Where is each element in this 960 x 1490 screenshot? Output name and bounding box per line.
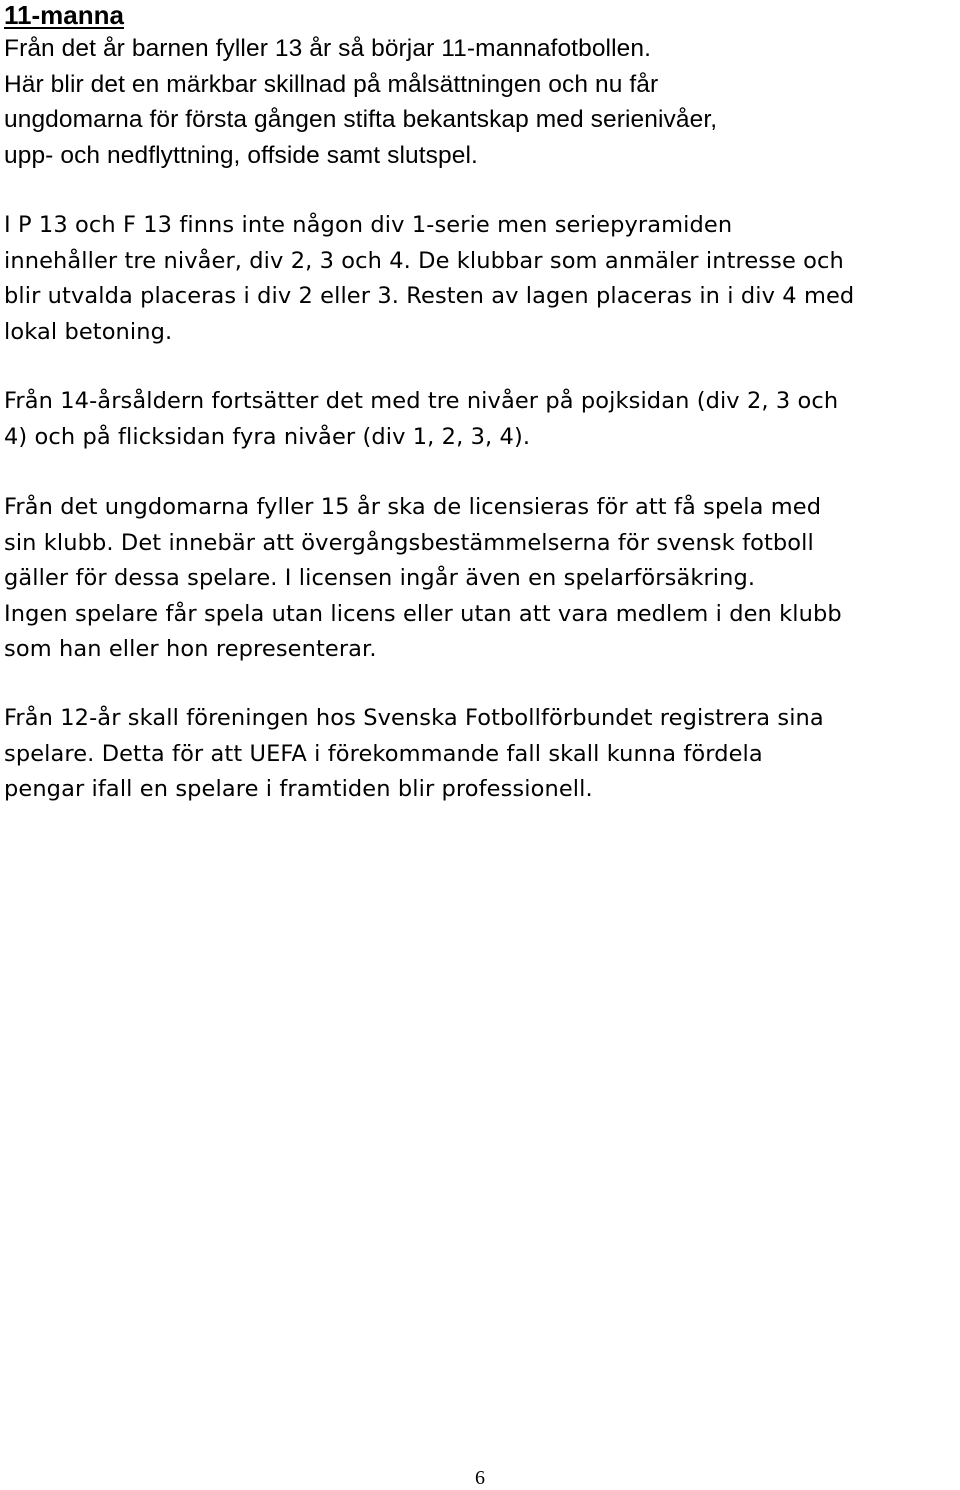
paragraph-age-14 [4, 384, 956, 455]
paragraph-intro [4, 31, 956, 173]
paragraph-series-levels [4, 208, 956, 350]
paragraph-line: I P 13 och F 13 finns inte någon div 1-serie men seriepyramiden [4, 212, 733, 238]
paragraph-line: Ingen spelare får spela utan licens eller utan att vara medlem i den klubb [4, 600, 842, 627]
paragraph-line: Här blir det en märkbar skillnad på målsättningen och nu får [4, 70, 659, 98]
paragraph-line: upp- och nedflyttning, offside samt slutspel. [4, 141, 478, 169]
paragraph-line: pengar ifall en spelare i framtiden blir professionell. [4, 776, 593, 802]
paragraph-line: blir utvalda placeras i div 2 eller 3. Resten av lagen placeras in i div 4 med [4, 283, 855, 309]
paragraph-line: spelare. Detta för att UEFA i förekommande fall skall kunna fördela [4, 740, 763, 767]
paragraph-line: ungdomarna för första gången stifta bekantskap med serienivåer, [4, 106, 718, 133]
paragraph-line: gäller för dessa spelare. I licensen ingår även en spelarförsäkring. [4, 565, 756, 591]
paragraph-line: lokal betoning. [4, 318, 173, 345]
paragraph-line: Från 12-år skall föreningen hos Svenska Fotbollförbundet registrera sina [4, 705, 824, 731]
section-heading: 11-manna [4, 0, 124, 30]
page-number: 6 [475, 1467, 485, 1489]
paragraph-line: 4) och på flicksidan fyra nivåer (div 1, 2, 3, 4). [4, 423, 531, 450]
paragraph-line: som han eller hon representerar. [4, 636, 377, 662]
document-page [4, 0, 956, 802]
paragraph-line: Från det år barnen fyller 13 år så börjar 11-mannafotbollen. [4, 35, 651, 62]
paragraph-licensing [4, 490, 956, 668]
paragraph-line: Från det ungdomarna fyller 15 år ska de licensieras för att få spela med [4, 494, 822, 520]
paragraph-line: sin klubb. Det innebär att övergångsbestämmelserna för svensk fotboll [4, 529, 814, 556]
paragraph-registration [4, 701, 956, 808]
paragraph-line: innehåller tre nivåer, div 2, 3 och 4. De klubbar som anmäler intresse och [4, 247, 844, 274]
paragraph-line: Från 14-årsåldern fortsätter det med tre nivåer på pojksidan (div 2, 3 och [4, 388, 839, 414]
